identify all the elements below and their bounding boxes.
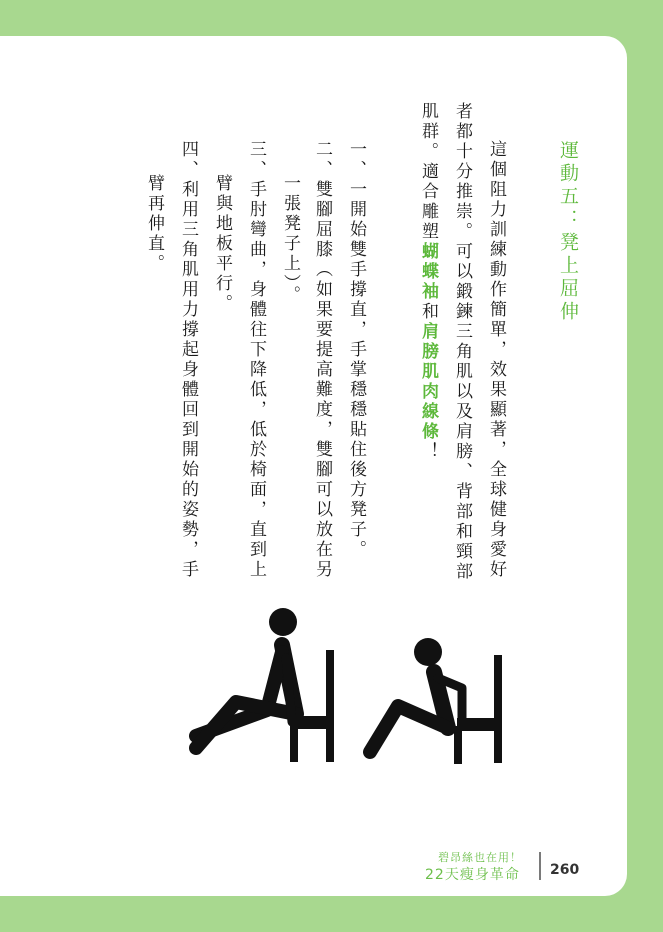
highlight-shoulder-lines: 肩膀肌肉線條: [418, 322, 438, 442]
intro-line-3-end: ！: [418, 442, 438, 462]
section-heading: 運動五：凳上屈伸: [557, 140, 579, 324]
step-2: 二、雙腳屈膝（如果要提高難度，雙腳可以放在另: [312, 140, 332, 580]
intro-connector: 和: [418, 302, 438, 322]
step-3: 三、手肘彎曲，身體往下降低，低於椅面，直到上: [246, 140, 266, 580]
page-number: 260: [550, 862, 580, 878]
step-2-cont: 一張凳子上）。: [280, 174, 300, 306]
highlight-butterfly-arms: 蝴蝶袖: [418, 242, 438, 302]
intro-line-3-text: 肌群。適合雕塑: [418, 102, 438, 242]
figure-start-position: [196, 608, 334, 762]
footer-divider: [539, 852, 541, 880]
figure-dipped-position: [370, 638, 502, 764]
step-3-cont: 臂與地板平行。: [212, 174, 232, 314]
intro-line-1: 這個阻力訓練動作簡單，效果顯著，全球健身愛好: [486, 140, 506, 580]
book-subtitle: 碧昂絲也在用！: [438, 851, 522, 864]
intro-line-2: 者都十分推崇。可以鍛鍊三角肌以及肩膀、背部和頸部: [452, 102, 472, 582]
book-title: 22天瘦身革命: [425, 867, 520, 883]
step-4-cont: 臂再伸直。: [144, 174, 164, 274]
step-1: 一、一開始雙手撐直，手掌穩穩貼住後方凳子。: [346, 140, 366, 560]
step-4: 四、利用三角肌用力撐起身體回到開始的姿勢，手: [178, 140, 198, 580]
